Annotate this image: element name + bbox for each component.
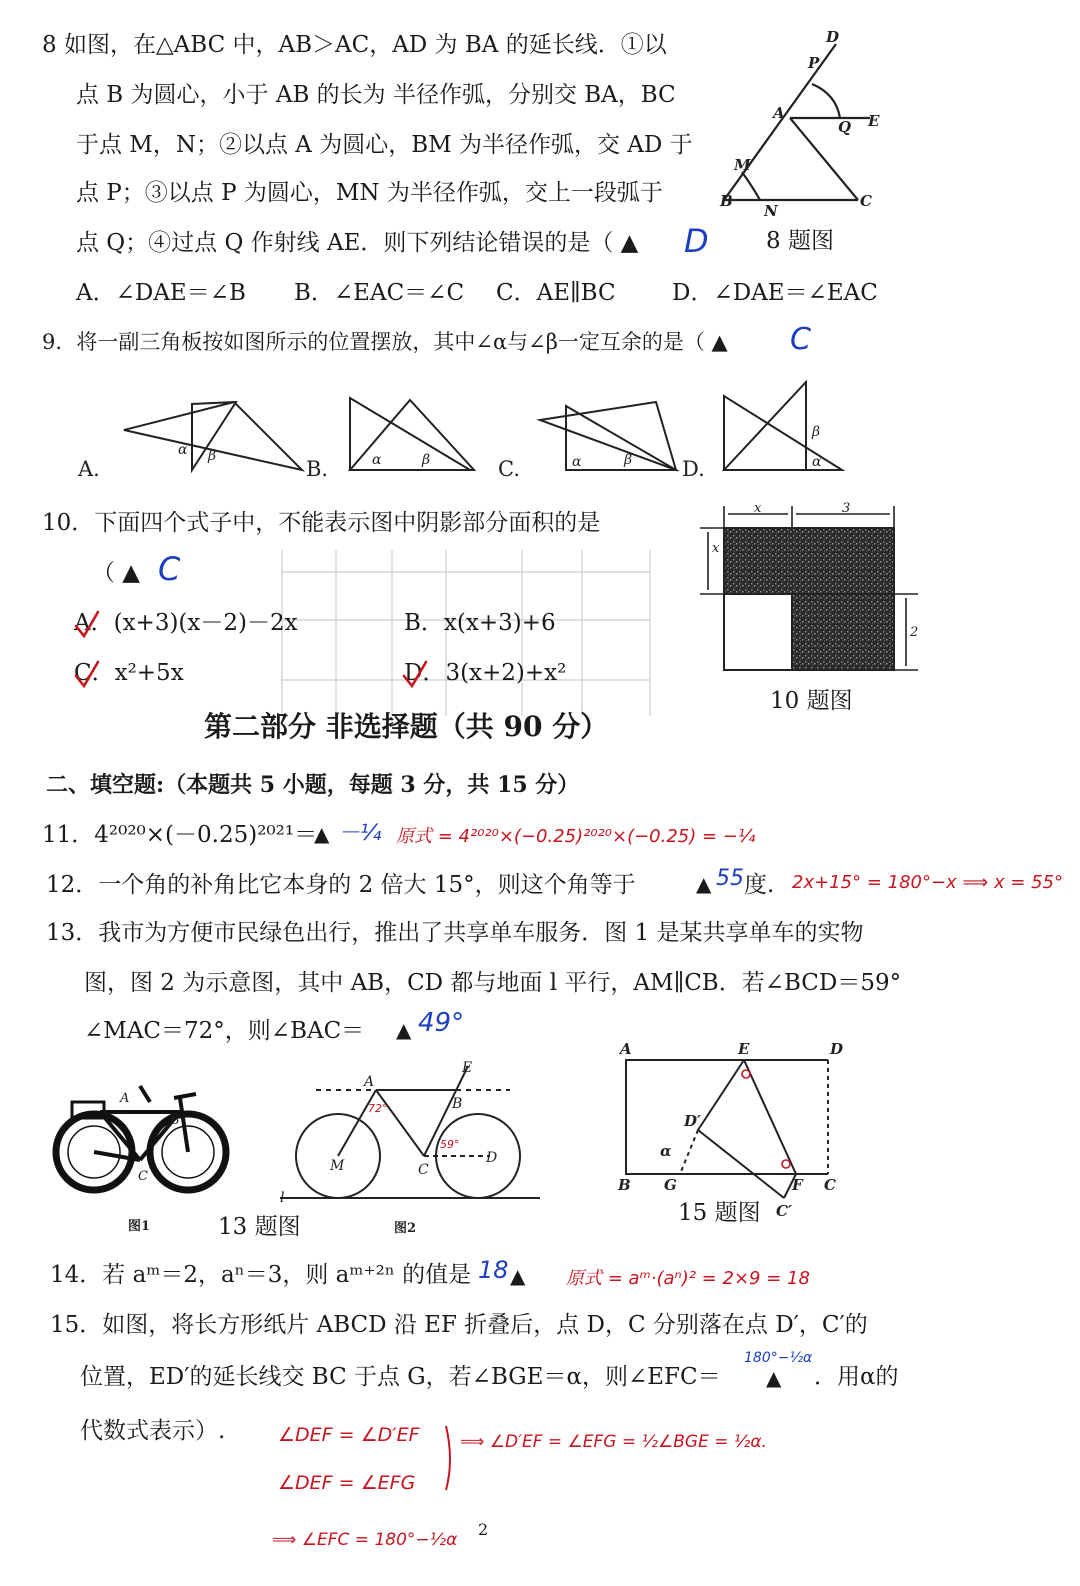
q15-work-1: ∠DEF = ∠D′EF xyxy=(278,1424,420,1446)
q9-d-beta: β xyxy=(812,424,821,440)
q8-label-m: M xyxy=(734,156,751,174)
q9-option-d-label: D. xyxy=(682,457,705,481)
q10-paren: （ ▲ xyxy=(92,560,140,586)
q11-question: 11．4²⁰²⁰×(－0.25)²⁰²¹＝ xyxy=(42,822,318,848)
q15-line-2: 位置，ED′的延长线交 BC 于点 G，若∠BGE＝α，则∠EFC＝ xyxy=(80,1364,721,1390)
q10-option-b: B．x(x+3)+6 xyxy=(404,610,556,636)
q8-label-n: N xyxy=(764,202,778,220)
q14-question: 14．若 aᵐ＝2，aⁿ＝3，则 aᵐ⁺²ⁿ 的值是 xyxy=(50,1262,472,1288)
q13-angle-59: 59° xyxy=(440,1138,460,1151)
q8-label-e: E xyxy=(868,112,880,130)
q13-handwritten-answer: 49° xyxy=(418,1008,465,1038)
q13-line-3: ∠MAC＝72°，则∠BAC＝ xyxy=(84,1018,365,1044)
q15-label-cprime: C′ xyxy=(776,1202,792,1220)
q8-label-c: C xyxy=(860,192,872,210)
q15-label-e: E xyxy=(738,1040,750,1058)
q13-label-b: B xyxy=(452,1096,463,1112)
q9-a-alpha: α xyxy=(178,442,188,458)
q9-option-c-label: C. xyxy=(498,457,520,481)
q8-line-4: 点 P；③以点 P 为圆心，MN 为半径作弧，交上一段弧于 xyxy=(76,180,663,206)
q13-fig1-label: 图1 xyxy=(128,1219,151,1234)
q15-label-c: C xyxy=(824,1176,836,1194)
q11-handwritten-work: 原式 = 4²⁰²⁰×(−0.25)²⁰²⁰×(−0.25) = −¼ xyxy=(396,826,756,847)
q12-unit: 度. xyxy=(744,872,775,898)
q12-blank: ▲ xyxy=(696,872,712,896)
q8-label-q: Q xyxy=(838,118,852,136)
q8-line-5: 点 Q；④过点 Q 作射线 AE．则下列结论错误的是（ ▲ xyxy=(76,230,639,256)
q15-label-d: D xyxy=(830,1040,844,1058)
q8-figure-caption: 8 题图 xyxy=(766,228,834,254)
q12-question: 12．一个角的补角比它本身的 2 倍大 15°，则这个角等于 xyxy=(46,872,636,898)
q9-c-beta: β xyxy=(624,452,633,468)
q10-dim-x-top: x xyxy=(754,501,762,516)
q13-angle-72: 72° xyxy=(368,1102,388,1115)
q15-work-2: ∠DEF = ∠EFG xyxy=(278,1472,416,1494)
q12-handwritten-work: 2x+15° = 180°−x ⟹ x = 55° xyxy=(792,872,1064,893)
q9-b-alpha: α xyxy=(372,452,382,468)
q13-blank: ▲ xyxy=(396,1018,412,1042)
q8-option-c: C．AE∥BC xyxy=(496,280,616,306)
q8-label-p: P xyxy=(808,54,820,72)
q15-line-3: 代数式表示）. xyxy=(80,1418,226,1444)
q13-line-2: 图，图 2 为示意图，其中 AB，CD 都与地面 l 平行，AM∥CB．若∠BCD＝59° xyxy=(84,970,902,996)
q8-line-2: 点 B 为圆心，小于 AB 的长为 半径作弧，分别交 BA，BC xyxy=(76,82,676,108)
q8-option-a: A．∠DAE＝∠B xyxy=(76,280,246,306)
q10-option-a: A．(x+3)(x－2)－2x xyxy=(74,610,298,636)
q14-handwritten-work: 原式 = aᵐ·(aⁿ)² = 2×9 = 18 xyxy=(566,1268,810,1289)
q8-label-d: D xyxy=(826,28,840,46)
q14-handwritten-answer: 18 xyxy=(478,1256,509,1284)
q15-label-f: F xyxy=(792,1176,803,1194)
q10-dim-x-left: x xyxy=(712,541,720,556)
q15-figure-caption: 15 题图 xyxy=(678,1200,761,1226)
q9-a-beta: β xyxy=(208,448,217,464)
q10-handwritten-answer: C xyxy=(158,550,181,588)
q8-handwritten-answer: D xyxy=(684,222,709,260)
q10-figure-caption: 10 题图 xyxy=(770,688,853,714)
q9-option-b-label: B. xyxy=(306,457,329,481)
q10-option-c: C．x²+5x xyxy=(74,660,184,686)
q9-question: 9．将一副三角板按如图所示的位置摆放，其中∠α与∠β一定互余的是（ ▲ xyxy=(42,330,728,354)
q8-line-3: 于点 M，N；②以点 A 为圆心，BM 为半径作弧，交 AD 于 xyxy=(76,132,693,158)
q10-dim-2: 2 xyxy=(910,625,919,640)
q13-photo-label-a: A xyxy=(120,1091,130,1106)
q15-label-alpha: α xyxy=(660,1142,672,1160)
q13-photo-label-c: C xyxy=(138,1169,148,1184)
q10-option-d: D．3(x+2)+x² xyxy=(404,660,567,686)
q15-label-b: B xyxy=(618,1176,631,1194)
q9-c-alpha: α xyxy=(572,454,582,470)
q13-label-m: M xyxy=(330,1158,345,1174)
q13-figure-caption: 13 题图 xyxy=(218,1214,301,1240)
q15-label-g: G xyxy=(664,1176,677,1194)
q15-label-dprime: D′ xyxy=(684,1112,701,1130)
q13-fig2-label: 图2 xyxy=(394,1221,417,1236)
q13-photo-label-b: B xyxy=(170,1113,180,1128)
q15-line-1: 15．如图，将长方形纸片 ABCD 沿 EF 折叠后，点 D，C 分别落在点 D′，C′的 xyxy=(50,1312,868,1338)
fill-in-section-heading: 二、填空题:（本题共 5 小题，每题 3 分，共 15 分） xyxy=(46,772,580,798)
q13-label-a: A xyxy=(364,1074,375,1090)
q9-handwritten-answer: C xyxy=(790,322,811,357)
q15-handwritten-answer: 180°−½α xyxy=(744,1350,813,1366)
q15-work-4: ⟹ ∠EFC = 180°−½α xyxy=(272,1530,458,1550)
q15-tail: ．用α的 xyxy=(814,1364,899,1390)
q9-option-a-label: A. xyxy=(78,457,100,481)
q13-label-d: D xyxy=(486,1150,498,1166)
q14-blank: ▲ xyxy=(510,1264,526,1288)
q13-label-l: l xyxy=(280,1190,285,1206)
q15-label-a: A xyxy=(620,1040,632,1058)
q8-label-b: B xyxy=(720,192,733,210)
part2-title: 第二部分 非选择题（共 90 分） xyxy=(204,710,609,743)
q11-blank: ▲ xyxy=(314,822,330,846)
q8-line-1: 8 如图，在△ABC 中，AB＞AC，AD 为 BA 的延长线．①以 xyxy=(42,32,667,58)
q13-label-c: C xyxy=(418,1162,429,1178)
q10-question: 10．下面四个式子中，不能表示图中阴影部分面积的是 xyxy=(42,510,601,536)
q10-dim-3: 3 xyxy=(842,501,851,516)
q13-label-e: E xyxy=(462,1060,473,1076)
q8-option-b: B．∠EAC＝∠C xyxy=(294,280,465,306)
q8-label-a: A xyxy=(773,104,785,122)
q13-line-1: 13．我市为方便市民绿色出行，推出了共享单车服务．图 1 是某共享单车的实物 xyxy=(46,920,864,946)
q12-handwritten-answer: 55 xyxy=(716,866,744,891)
q8-option-d: D．∠DAE＝∠EAC xyxy=(672,280,878,306)
page-number: 2 xyxy=(478,1520,489,1539)
q11-handwritten-answer: －¼ xyxy=(338,821,382,846)
q9-b-beta: β xyxy=(422,452,431,468)
q9-d-alpha: α xyxy=(812,454,822,470)
q15-blank: ▲ xyxy=(766,1366,782,1390)
q15-work-3: ⟹ ∠D′EF = ∠EFG = ½∠BGE = ½α. xyxy=(460,1432,767,1452)
